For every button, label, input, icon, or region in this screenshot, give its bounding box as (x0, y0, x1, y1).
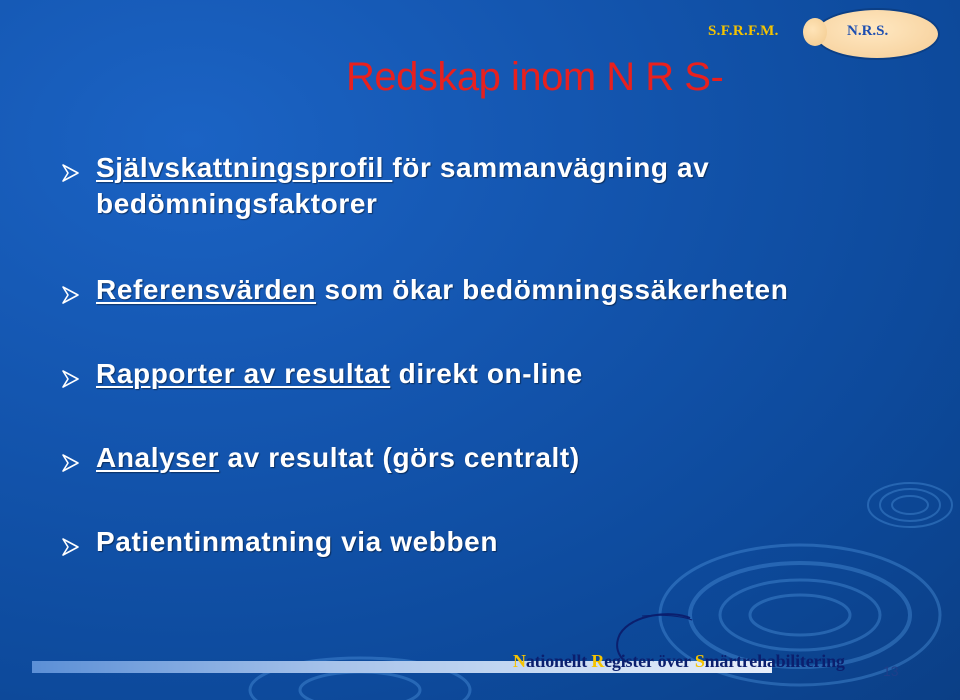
bullet-link[interactable]: Självskattningsprofil (96, 152, 393, 183)
footer-word: egister över (604, 651, 695, 671)
footer-cap-letter: S (694, 651, 705, 671)
logo-left-text: S.F.R.F.M. (708, 23, 779, 39)
arrow-bullet-icon (60, 368, 82, 390)
bullet-text (96, 440, 580, 476)
nrs-logo (690, 6, 940, 56)
bullet-text-line2: bedömningsfaktorer (96, 188, 378, 219)
bullet-text (96, 356, 583, 392)
arrow-bullet-icon (60, 536, 82, 558)
arrow-bullet-icon (60, 284, 82, 306)
footer-word: ationellt (525, 651, 592, 671)
bullet-text (96, 150, 709, 222)
bullet-text-rest: för sammanvägning av (392, 152, 710, 183)
bullet-link[interactable]: Referensvärden (96, 274, 317, 305)
bullet-text-rest: direkt on-line (390, 358, 583, 389)
footer-cap-letter: R (591, 651, 605, 671)
arrow-bullet-icon (60, 452, 82, 474)
bullet-text-rest: som ökar bedömningssäkerheten (316, 274, 789, 305)
bullet-link[interactable]: Rapporter av resultat (96, 358, 391, 389)
logo-right-text: N.R.S. (847, 23, 889, 39)
footer-register-name (513, 651, 845, 672)
bullet-text-rest: av resultat (görs centralt) (219, 442, 580, 473)
bullet-text-rest: Patientinmatning via webben (96, 526, 499, 557)
arrow-bullet-icon (60, 162, 82, 184)
page-number: 13 (883, 663, 899, 679)
logo-dot-shape (803, 18, 827, 46)
bullet-text (96, 272, 788, 308)
bullet-text (96, 524, 498, 560)
slide-title: Redskap inom N R S- (346, 55, 724, 99)
footer-cap-letter: N (513, 651, 526, 671)
footer-word: märtrehabilitering (704, 651, 845, 671)
bullet-link[interactable]: Analyser (96, 442, 220, 473)
